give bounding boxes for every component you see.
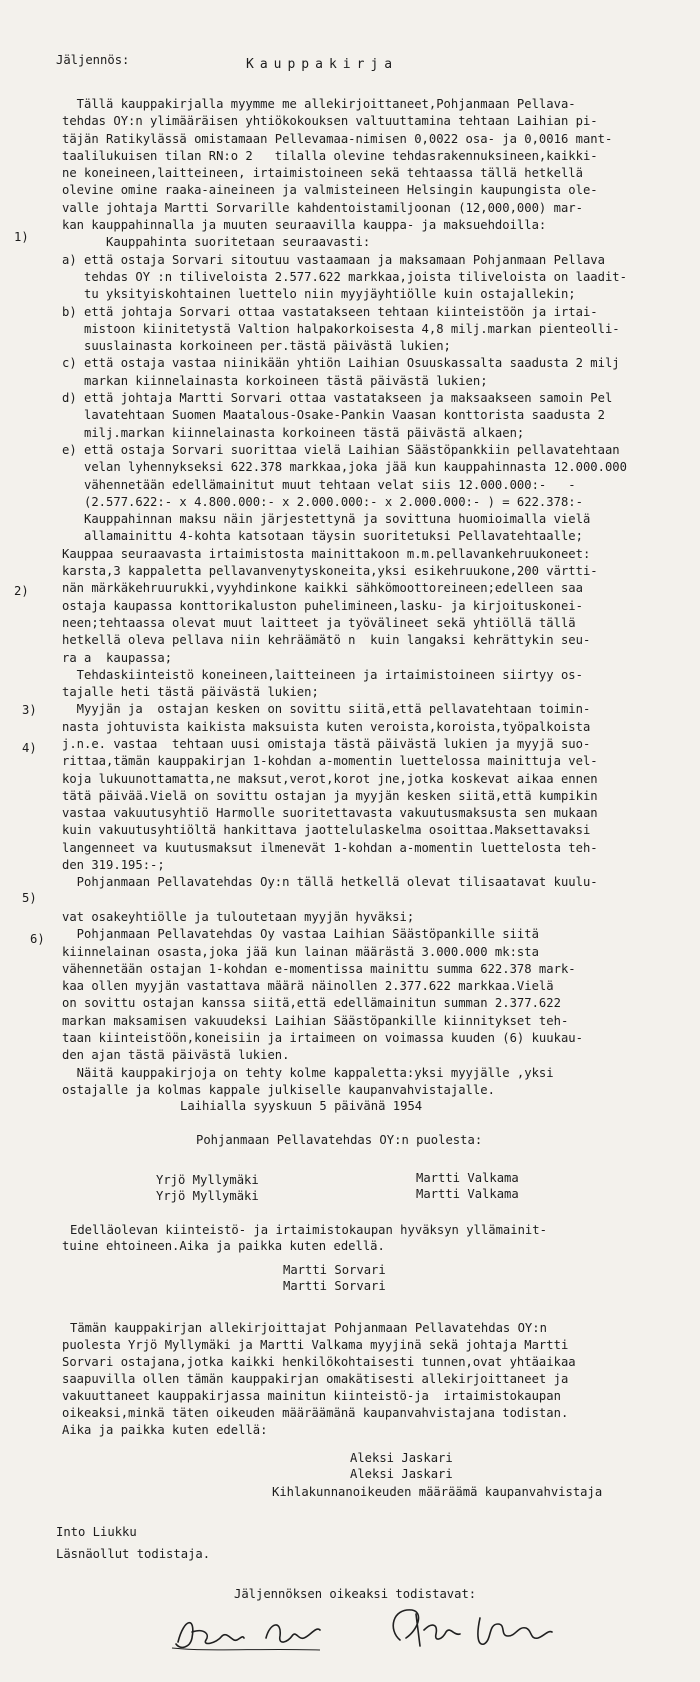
body-line: taalilukuisen tilan RN:o 2 tilalla olevine tehdasrakennuksineen,kaikki- [62,148,598,163]
seller-signer-left: Yrjö Myllymäki [156,1173,259,1187]
body-line: valle johtaja Martti Sorvarille kahdentoistamiljoonan (12,000,000) mar- [62,200,583,215]
body-line: lavatehtaan Suomen Maatalous-Osake-Pankin Vaasan konttorista saadusta 2 [62,408,605,423]
body-line: tätä päivää.Vielä on sovittu ostajan ja myyjän kesken siitä,että kumpikin [62,788,598,803]
body-line: (2.577.622:- x 4.800.000:- x 2.000.000:- x 2.000.000:- ) = 622.378:- [62,494,583,509]
notary-signer: Aleksi Jaskari [350,1467,453,1481]
document-title: Kauppakirja [246,57,399,72]
item-number: 2) [14,584,29,598]
notary-text: Aika ja paikka kuten edellä: [62,1423,268,1437]
body-line: nän märkäkehruurukki,vyyhdinkone kaikki sähkömoottoreineen;edelleen saa [62,581,583,596]
notary-text: oikeaksi,minkä täten oikeuden määräämänä kaupanvahvistajana todistan. [62,1406,569,1420]
seller-signer-right: Martti Valkama [416,1187,519,1201]
handwritten-signature-left [170,1608,330,1658]
body-line: milj.markan kiinnelainasta korkoineen tästä päivästä alkaen; [62,425,525,440]
item-number: 5) [22,891,37,905]
body-line: c) että ostaja vastaa niinikään yhtiön Laihian Osuuskassalta saadusta 2 milj [62,356,620,371]
body-line: j.n.e. vastaa tehtaan uusi omistaja tästä päivästä lukien ja myyjä suo- [62,736,591,751]
body-line: mistoon kiinitetystä Valtion halpakorkoisesta 4,8 milj.markan pienteolli- [62,321,620,336]
body-line: Kauppaa seuraavasta irtaimistosta mainittakoon m.m.pellavankehruukoneet: [62,546,591,561]
buyer-approval: tuine ehtoineen.Aika ja paikka kuten edellä. [62,1239,385,1253]
body-line: markan kiinnelainasta korkoineen tästä päivästä lukien; [62,373,488,388]
body-line: taan kiinteistöön,koneisiin ja irtaimeen on voimassa kuuden (6) kuukau- [62,1031,583,1046]
body-line: hetkellä oleva pellava niin kehräämätö n kuin langaksi kehrättykin seu- [62,633,591,648]
body-line: suuslainasta korkoineen per.tästä päivästä lukien; [62,339,451,354]
body-line: Pohjanmaan Pellavatehdas Oy vastaa Laihian Säästöpankille siitä [62,927,539,942]
body-line: Näitä kauppakirjoja on tehty kolme kappaletta:yksi myyjälle ,yksi [62,1065,554,1080]
body-line: tehdas OY:n ylimääräisen yhtiökokouksen valtuuttamina tehtaan Laihian pi- [62,114,598,129]
witness-name: Into Liukku [56,1525,137,1539]
body-line: ostaja kaupassa konttorikaluston puhelimineen,lasku- ja kirjoituskonei- [62,598,583,613]
notary-text: Tämän kauppakirjan allekirjoittajat Pohjanmaan Pellavatehdas OY:n [70,1321,547,1335]
body-line: Kauppahinnan maksu näin järjestettynä ja sovittuna huomioimalla vielä [62,512,591,527]
body-line: kuin vakuutusyhtiöltä hankittava jaottelulaskelma osoittaa.Maksettavaksi [62,823,591,838]
body-line: kaa ollen myyjän vastattava määrä näinollen 2.377.622 markkaa.Vielä [62,979,554,994]
item-number: 4) [22,741,37,755]
body-line: Pohjanmaan Pellavatehdas Oy:n tällä hetkellä olevat tilisaatavat kuulu- [62,875,598,890]
body-line: tajalle heti tästä päivästä lukien; [62,685,319,700]
notary-text: vakuuttaneet kauppakirjassa mainitun kiinteistö-ja irtaimistokaupan [62,1389,561,1403]
body-line: ne koneineen,laitteineen, irtaimistoineen sekä tehtaassa tällä hetkellä [62,166,583,181]
body-line: olevine omine raaka-aineineen ja valmisteineen Helsingin kaupungista ole- [62,183,598,198]
notary-text: saapuvilla ollen tämän kauppakirjan omakätisesti allekirjoittaneet ja [62,1372,569,1386]
notary-text: puolesta Yrjö Myllymäki ja Martti Valkama myyjinä sekä johtaja Martti [62,1338,569,1352]
body-line: neen;tehtaassa olevat muut laitteet ja työvälineet sekä yhtiöllä tällä [62,615,576,630]
buyer-approval: Edelläolevan kiinteistö- ja irtaimistokaupan hyväksyn yllämainit- [70,1223,547,1237]
body-line: markan maksamisen vakuudeksi Laihian Säästöpankille kiinnitykset teh- [62,1013,569,1028]
body-line: den 319.195:-; [62,858,165,873]
seller-line: Pohjanmaan Pellavatehdas OY:n puolesta: [196,1133,483,1147]
body-line: langenneet va kuutusmaksut ilmenevät 1-kohdan a-momentin luettelosta teh- [62,840,598,855]
buyer-signer: Martti Sorvari [283,1263,386,1277]
body-line: ostajalle ja kolmas kappale julkiselle kaupanvahvistajalle. [62,1082,495,1097]
body-line: tu yksityiskohtainen luettelo niin myyjäyhtiölle kuin ostajallekin; [62,287,576,302]
body-line: karsta,3 kappaletta pellavanvenytyskoneita,yksi esikehruukone,200 värtti- [62,564,598,579]
body-line: kiinnelainan osasta,joka jää kun lainan määrästä 3.000.000 mk:sta [62,944,539,959]
body-line: nasta johtuvista kaikista maksuista kuten veroista,koroista,työpalkoista [62,719,591,734]
body-line: d) että johtaja Martti Sorvari ottaa vastatakseen ja maksaakseen samoin Pel [62,391,613,406]
body-line: Tehdaskiinteistö koneineen,laitteineen ja irtaimistoineen siirtyy os- [62,667,583,682]
body-line: vastaa vakuutusyhtiö Harmolle suoritettavasta vakuutusmaksusta sen mukaan [62,806,598,821]
certification-line: Jäljennöksen oikeaksi todistavat: [234,1587,477,1601]
body-line: Tällä kauppakirjalla myymme me allekirjoittaneet,Pohjanmaan Pellava- [62,97,576,111]
body-line: vähennetään ostajan 1-kohdan e-momentissa mainittu summa 622.378 mark- [62,961,576,976]
item-number: 3) [22,703,37,717]
buyer-signer: Martti Sorvari [283,1279,386,1293]
place-date: Laihialla syyskuun 5 päivänä 1954 [180,1099,423,1113]
body-line: den ajan tästä päivästä lukien. [62,1048,290,1063]
seller-signer-left: Yrjö Myllymäki [156,1189,259,1203]
body-line: kan kauppahinnalla ja muuten seuraavilla kauppa- ja maksuehdoilla: [62,218,547,233]
body-line: rittaa,tämän kauppakirjan 1-kohdan a-momentin luettelossa mainittuja vel- [62,754,598,769]
contract-body [62,96,682,1099]
body-line: e) että ostaja Sorvari suorittaa vielä Laihian Säästöpankkiin pellavatehtaan [62,442,620,457]
notary-signer: Aleksi Jaskari [350,1451,453,1465]
body-line: b) että johtaja Sorvari ottaa vastatakseen tehtaan kiinteistöön ja irtai- [62,304,598,319]
body-line: allamainittu 4-kohta katsotaan täysin suoritetuksi Pellavatehtaalle; [62,529,583,544]
body-line: vat osakeyhtiölle ja tuloutetaan myyjän hyväksi; [62,909,415,924]
witness-role: Läsnäollut todistaja. [56,1547,211,1561]
seller-signer-right: Martti Valkama [416,1171,519,1185]
copy-label: Jäljennös: [56,53,130,67]
body-line: vähennetään edellämainitut muut tehtaan velat siis 12.000.000:- - [62,477,576,492]
body-line: Kauppahinta suoritetaan seuraavasti: [62,235,371,250]
body-line: tehdas OY :n tiliveloista 2.577.622 markkaa,joista tiliveloista on laadit- [62,269,627,284]
body-line: a) että ostaja Sorvari sitoutuu vastaamaan ja maksamaan Pohjanmaan Pellava [62,252,605,267]
body-line: koja lukuunottamatta,ne maksut,verot,korot jne,jotka koskevat aikaa ennen [62,771,598,786]
body-line: Myyjän ja ostajan kesken on sovittu siitä,että pellavatehtaan toimin- [62,702,591,717]
notary-title: Kihlakunnanoikeuden määräämä kaupanvahvistaja [272,1485,603,1499]
body-line: ra a kaupassa; [62,650,173,665]
notary-text: Sorvari ostajana,jotka kaikki henkilökohtaisesti tunnen,ovat yhtäaikaa [62,1355,576,1369]
body-line: velan lyhennykseksi 622.378 markkaa,joka jää kun kauppahinnasta 12.000.000 [62,460,627,475]
body-line [62,892,682,909]
item-number: 6) [30,932,45,946]
body-line: täjän Ratikylässä omistamaan Pellevamaa-nimisen 0,0022 osa- ja 0,0016 mant- [62,131,613,146]
body-line: on sovittu ostajan kanssa siitä,että edellämainitun summan 2.377.622 [62,996,561,1011]
item-number: 1) [14,230,29,244]
handwritten-signature-right [380,1600,560,1658]
